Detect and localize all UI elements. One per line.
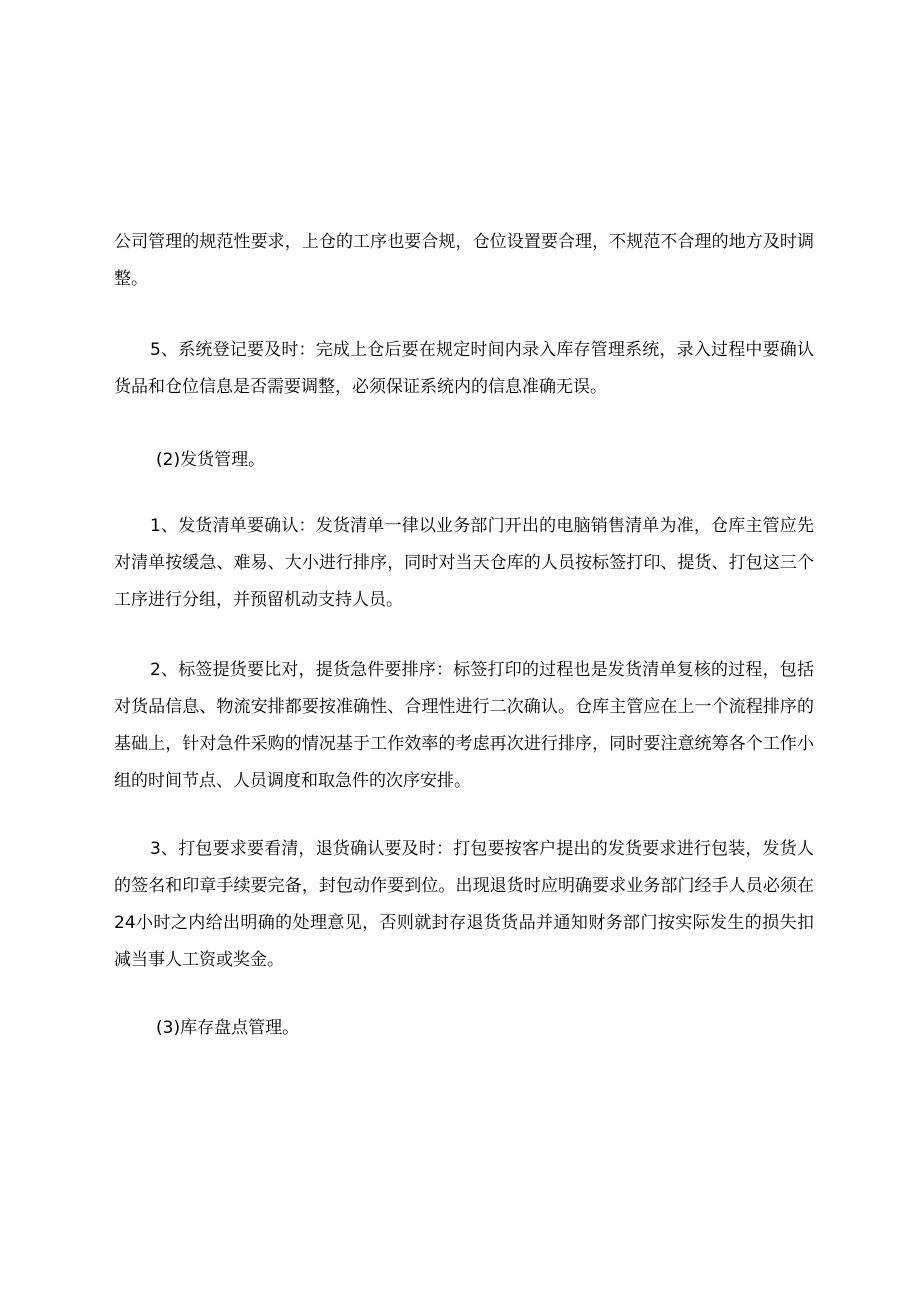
paragraph-label-picking-sorting: 2、标签提货要比对，提货急件要排序：标签打印的过程也是发货清单复核的过程，包括对货品信息、物流安排都要按准确性、合理性进行二次确认。仓库主管应在上一个流程排序的基础上，针对急件采购的情况基于工作效率的考虑再次进行排序，同时要注意统筹各个工作小组的时间节点、人员调度和取急件的次序安排。 [114, 660, 814, 791]
section-heading-shipping-management: (2)发货管理。 [156, 450, 266, 470]
paragraph-continuation: 公司管理的规范性要求，上仓的工序也要合规，仓位设置要合理，不规范不合理的地方及时调整。 [114, 232, 814, 289]
paragraph-packing-returns: 3、打包要求要看清，退货确认要及时：打包要按客户提出的发货要求进行包装，发货人的签名和印章手续要完备，封包动作要到位。出现退货时应明确要求业务部门经手人员必须在24小时之内给出明确的处理意见，否则就封存退货货品并通知财务部门按实际发生的损失扣减当事人工资或奖金。 [114, 839, 814, 970]
paragraph-shipping-list-confirmation: 1、发货清单要确认：发货清单一律以业务部门开出的电脑销售清单为准，仓库主管应先对清单按缓急、难易、大小进行排序，同时对当天仓库的人员按标签打印、提货、打包这三个工序进行分组，并预留机动支持人员。 [114, 516, 814, 610]
section-heading-inventory-count-management: (3)库存盘点管理。 [156, 1018, 300, 1038]
paragraph-system-registration: 5、系统登记要及时：完成上仓后要在规定时间内录入库存管理系统，录入过程中要确认货品和仓位信息是否需要调整，必须保证系统内的信息准确无误。 [114, 340, 814, 397]
